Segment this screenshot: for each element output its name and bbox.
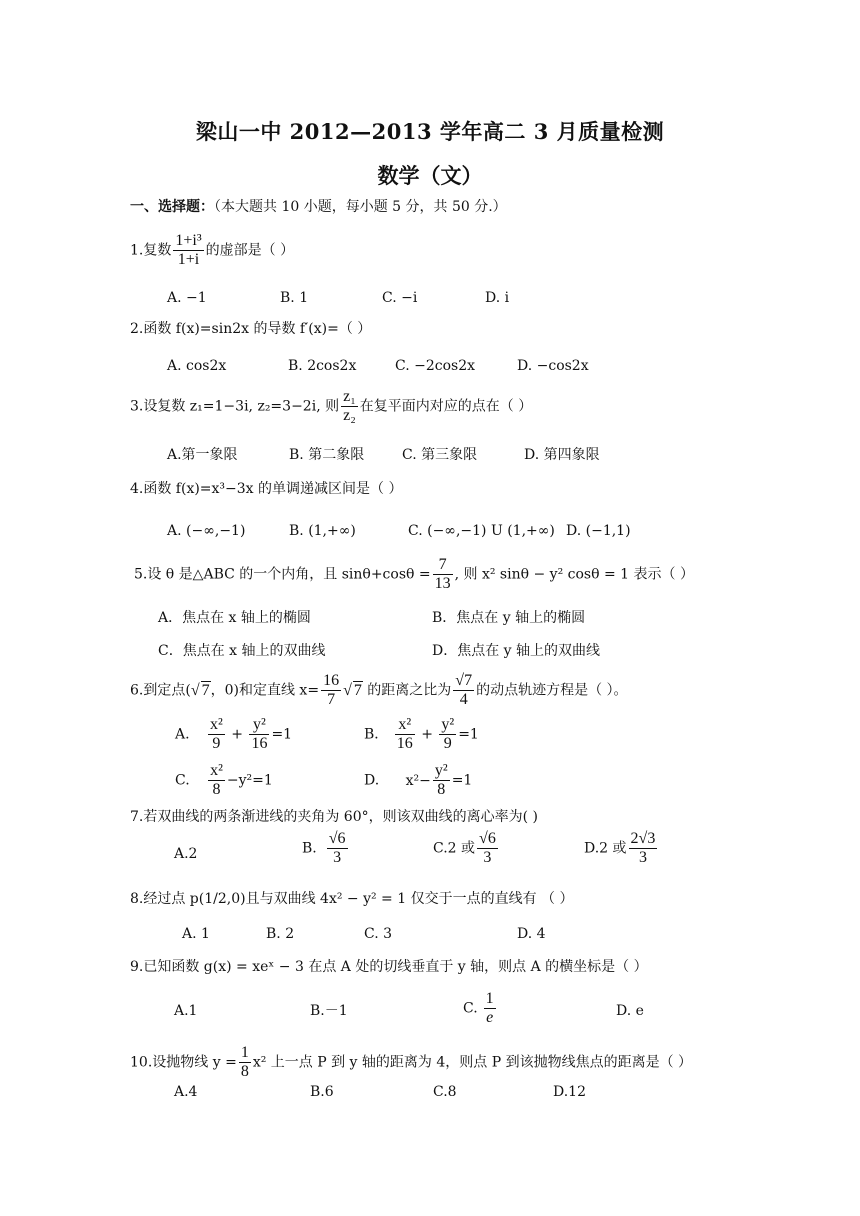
q9-option-b: B.－1 (310, 1003, 348, 1019)
q3-pre: 3.设复数 z₁=1−3i, z₂=3−2i, 则 (130, 398, 340, 415)
section-heading-label: 一、选择题： (130, 199, 214, 215)
q5-den: 13 (434, 575, 451, 592)
q7-c-label: C.2 或 (433, 840, 476, 857)
question-1 (130, 232, 294, 269)
q3-den: z₂ (343, 407, 356, 424)
q3-option-c: C. 第三象限 (402, 447, 478, 463)
q6-d-label: D. (364, 772, 380, 789)
q2-option-d: D. −cos2x (517, 358, 589, 374)
q10-den: 8 (240, 1063, 249, 1080)
q1-num: 1+i³ (175, 232, 202, 249)
q5-option-a: A．焦点在 x 轴上的椭圆 (158, 610, 311, 626)
q3-num: z₁ (343, 388, 356, 405)
q6-b-den1: 16 (396, 735, 413, 752)
q8-option-b: B. 2 (266, 926, 295, 942)
q6-root: 7 (201, 681, 210, 699)
q10-pre: 10.设抛物线 y = (130, 1054, 237, 1071)
q6-mid2: 的距离之比为 (367, 682, 452, 699)
q6-a-den2: 16 (251, 735, 268, 752)
q8-option-c: C. 3 (364, 926, 393, 942)
q6-post: 的动点轨迹方程是（ ）。 (476, 682, 628, 699)
q7-option-b (302, 830, 350, 867)
question-9: 9.已知函数 g(x) = xeˣ − 3 在点 A 处的切线垂直于 y 轴，则点 A 的横坐标是（ ） (130, 959, 648, 975)
q7-d-label: D.2 或 (584, 840, 627, 857)
q7-option-a: A.2 (174, 846, 198, 862)
q2-option-c: C. −2cos2x (395, 358, 476, 374)
q10-post: x² 上一点 P 到 y 轴的距离为 4，则点 P 到该抛物线焦点的距离是（ ） (252, 1054, 693, 1071)
q1-post: 的虚部是（ ） (205, 242, 295, 259)
q6-b-den2: 9 (443, 735, 452, 752)
q6-c-num: x² (210, 762, 223, 779)
q7-c-num: √6 (479, 830, 496, 847)
q6-pre: 6.到定点( (130, 682, 191, 699)
q6-d-num: y² (434, 762, 448, 779)
q6-fraction-2 (453, 672, 474, 709)
q6-den1: 7 (327, 691, 336, 708)
q9-c-num: 1 (485, 990, 494, 1007)
q10-option-a: A.4 (174, 1084, 198, 1100)
q6-b-num1: x² (395, 716, 415, 735)
q8-option-d: D. 4 (517, 926, 546, 942)
q9-c-label: C. (463, 1000, 478, 1017)
q6-a-eq: =1 (271, 726, 293, 743)
q5-option-c: C．焦点在 x 轴上的双曲线 (158, 643, 326, 659)
q6-option-c (175, 762, 273, 799)
q6-num2: √7 (455, 672, 473, 689)
q6-d-eq: =1 (451, 772, 473, 789)
q5-option-b: B．焦点在 y 轴上的椭圆 (432, 610, 586, 626)
q1-option-c: C. −i (382, 290, 418, 306)
section-note: （本大题共 10 小题，每小题 5 分，共 50 分.） (214, 199, 507, 215)
q3-post: 在复平面内对应的点在（ ） (359, 398, 533, 415)
q6-den2: 4 (459, 691, 468, 708)
q6-num1: 16 (323, 672, 340, 689)
q3-option-a: A.第一象限 (167, 447, 238, 463)
q2-option-a: A. cos2x (167, 358, 227, 374)
q9-c-den: e (486, 1009, 494, 1026)
q4-option-a: A. (−∞,−1) (167, 523, 246, 539)
q10-option-d: D.12 (553, 1084, 586, 1100)
q1-option-b: B. 1 (280, 290, 309, 306)
q9-option-a: A.1 (174, 1003, 198, 1019)
q10-fraction (239, 1044, 251, 1081)
q6-a-num1: x² (210, 716, 223, 733)
question-6: 6.到定点(√ 7，0)和定直线 x= $\frac{16}{7}$ √ 7 的距离之比为 $\frac{√7}{4}$ 的动点轨迹方程是（ ）。 (130, 672, 628, 708)
q7-option-c (433, 830, 500, 867)
q5-post: , 则 x² sinθ − y² cosθ = 1 表示（ ） (454, 566, 694, 583)
q6-option-a: A. $\frac{\text{x²}}{9}$ + $\frac{\text{y²}}{16}$ =1 (175, 716, 293, 752)
page-subtitle: 数学（文） (377, 163, 483, 188)
question-7: 7.若双曲线的两条渐进线的夹角为 60°，则该双曲线的离心率为( ) (130, 809, 538, 825)
q6-b-num2: y² (441, 716, 455, 733)
page-title: 梁山一中 2012—2013 学年高二 3 月质量检测 (195, 119, 665, 144)
q1-option-d: D. i (485, 290, 510, 306)
section-heading (130, 198, 507, 216)
q9-option-c (463, 990, 498, 1027)
q6-mid: ，0)和定直线 x= (210, 682, 320, 699)
q4-option-b: B. (1,+∞) (289, 523, 356, 539)
q6-c-den: 8 (212, 781, 221, 798)
question-10 (130, 1044, 692, 1081)
q5-num: 7 (433, 556, 453, 575)
q6-option-d (364, 762, 472, 799)
q9-option-d: D. e (616, 1003, 644, 1019)
q7-d-den: 3 (638, 849, 647, 866)
q1-den: 1+i (177, 251, 200, 268)
question-3 (130, 388, 532, 425)
q6-a-label: A. (175, 726, 190, 743)
q7-d-num: 2√3 (630, 830, 656, 847)
question-5 (134, 556, 694, 593)
q8-option-a: A. 1 (182, 926, 210, 942)
q7-option-d (584, 830, 659, 867)
q10-option-b: B.6 (310, 1084, 334, 1100)
q6-fraction-1 (321, 672, 341, 709)
question-4: 4.函数 f(x)=x³−3x 的单调递减区间是（ ） (130, 481, 403, 497)
q7-b-num: √6 (328, 830, 346, 847)
q6-d-den: 8 (437, 781, 446, 798)
q6-option-b: B． $\frac{\text{x²}}{16}$ + $\frac{\text{y²}}{9}$ =1 (364, 716, 479, 752)
q7-b-label: B. (302, 840, 317, 857)
q1-fraction (173, 232, 203, 269)
q3-option-b: B. 第二象限 (289, 447, 365, 463)
q6-c-rest: −y²=1 (226, 772, 273, 789)
q3-option-d: D. 第四象限 (524, 447, 600, 463)
q6-c-label: C. (175, 772, 190, 789)
q1-option-a: A. −1 (167, 290, 207, 306)
question-8: 8.经过点 p(1/2,0)且与双曲线 4x² − y² = 1 仅交于一点的直线有 （ ） (130, 891, 574, 907)
q1-pre: 1.复数 (130, 242, 172, 259)
q5-option-d: D．焦点在 y 轴上的双曲线 (432, 643, 601, 659)
q6-b-eq: =1 (458, 726, 479, 743)
q6-a-num2: y² (249, 716, 269, 735)
q10-num: 1 (240, 1044, 249, 1061)
q4-option-c: C. (−∞,−1) U (1,+∞) (408, 523, 555, 539)
question-2: 2.函数 f(x)=sin2x 的导数 f′(x)=（ ） (130, 321, 372, 337)
q6-a-den1: 9 (212, 735, 221, 752)
q3-fraction (341, 388, 358, 425)
q6-d-pre: x²− (405, 772, 431, 789)
q2-option-b: B. 2cos2x (288, 358, 357, 374)
q10-option-c: C.8 (433, 1084, 457, 1100)
q5-fraction (433, 556, 453, 593)
q6-b-label: B． (364, 726, 389, 743)
q5-pre: 5.设 θ 是△ABC 的一个内角，且 sinθ+cosθ = (134, 566, 431, 583)
q7-c-den: 3 (483, 849, 492, 866)
q7-b-den: 3 (333, 849, 342, 866)
q4-option-d: D. (−1,1) (566, 523, 631, 539)
